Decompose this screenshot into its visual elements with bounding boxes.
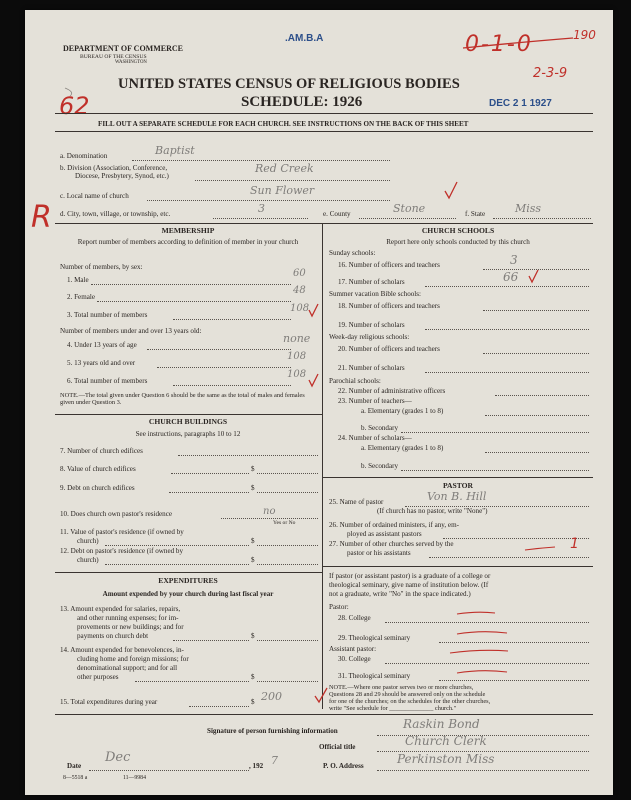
q27-line-1: 27. Number of other churches served by the: [329, 540, 454, 548]
year-label: , 192: [249, 762, 264, 770]
q31-label: 31. Theological seminary: [338, 672, 411, 680]
date-value: Dec: [105, 750, 131, 765]
po-address-label: P. O. Address: [323, 762, 364, 770]
signature-label: Signature of person furnishing information: [207, 727, 338, 735]
by-sex-label: Number of members, by sex:: [60, 263, 143, 271]
q13-line-3: provements or new buildings; and for: [77, 623, 184, 631]
q20-label: 20. Number of officers and teachers: [338, 345, 440, 353]
form-subtitle: SCHEDULE: 1926: [241, 94, 363, 110]
yes-no-hint: Yes or No: [273, 520, 296, 526]
vacation-label: Summer vacation Bible schools:: [329, 290, 422, 298]
red-check-marks: [25, 10, 613, 795]
pastor-footnote-4: write "See schedule for ______________ church.": [329, 705, 457, 712]
weekday-label: Week-day religious schools:: [329, 333, 410, 341]
q25-value: Von B. Hill: [427, 490, 487, 503]
sunday-label: Sunday schools:: [329, 249, 376, 257]
q23-label: 23. Number of teachers—: [338, 397, 412, 405]
check-q15: [315, 688, 327, 702]
q10-label: 10. Does church own pastor's residence: [60, 510, 172, 518]
denomination-value: Baptist: [155, 144, 195, 157]
q11-dollar: $: [251, 537, 255, 545]
q11-label-2: church): [77, 537, 99, 545]
q6-label: 6. Total number of members: [67, 377, 148, 385]
pastor-footnote-3: for one of the churches; on the schedules for the other churches,: [329, 698, 491, 705]
parochial-label: Parochial schools:: [329, 377, 381, 385]
year-value: 7: [271, 754, 278, 767]
division-label-1: b. Division (Association, Conference,: [60, 164, 168, 172]
q24-label: 24. Number of scholars—: [338, 434, 412, 442]
q26-line-1: 26. Number of ordained ministers, if any, em-: [329, 521, 459, 529]
q25-label: 25. Name of pastor: [329, 498, 384, 506]
denomination-label: a. Denomination: [60, 152, 108, 160]
schools-intro: Report here only schools conducted by this church: [386, 238, 530, 246]
q27-value: 1: [570, 536, 579, 552]
q24a-label: a. Elementary (grades 1 to 8): [361, 444, 444, 452]
schools-heading: CHURCH SCHOOLS: [421, 226, 495, 235]
local-name-value: Sun Flower: [250, 184, 315, 197]
q7-label: 7. Number of church edifices: [60, 447, 143, 455]
strike-q31: [457, 671, 507, 673]
q14-line-4: other purposes: [77, 673, 119, 681]
red-date: 2-3-9: [533, 66, 568, 81]
q6-value: 108: [287, 369, 307, 380]
q29-label: 29. Theological seminary: [338, 634, 411, 642]
red-top-code: 0-1-0: [465, 32, 533, 57]
grad-note-3: not a graduate, write "No" in the space indicated.): [329, 590, 471, 598]
q21-label: 21. Number of scholars: [338, 364, 405, 372]
membership-note: NOTE.—The total given under Question 6 should be the same as the total of males and females given under Question 3.: [60, 392, 305, 407]
date-received-stamp: DEC 2 1 1927: [489, 98, 552, 109]
q24b-label: b. Secondary: [361, 462, 399, 470]
q23b-label: b. Secondary: [361, 424, 399, 432]
q3-label: 3. Total number of members: [67, 311, 148, 319]
signature-value: Raskin Bond: [403, 717, 480, 731]
stamp-code: .AM.B.A: [285, 33, 324, 44]
pencil-mark: [65, 88, 72, 96]
q22-label: 22. Number of administrative officers: [338, 387, 446, 395]
red-letter-r: R: [31, 200, 52, 235]
q27-line-2: pastor or his assistants: [347, 549, 411, 557]
official-title-value: Church Clerk: [405, 734, 487, 748]
q14-line-2: cluding home and foreign missions; for: [77, 655, 189, 663]
age-label: Number of members under and over 13 years old:: [60, 327, 202, 335]
county-value: Stone: [393, 202, 426, 215]
form-title: UNITED STATES CENSUS OF RELIGIOUS BODIES: [118, 76, 460, 92]
q26-line-2: ployed as assistant pastors: [347, 530, 422, 538]
q2-label: 2. Female: [67, 293, 95, 301]
dept-label: DEPARTMENT OF COMMERCE: [63, 44, 184, 53]
q16-label: 16. Number of officers and teachers: [338, 261, 440, 269]
division-value: Red Creek: [255, 162, 314, 175]
q14-line-3: denominational support; and for all: [77, 664, 178, 672]
q15-label: 15. Total expenditures during year: [60, 698, 158, 706]
expenditures-intro: Amount expended by your church during last fiscal year: [102, 590, 274, 598]
pastor-footnote-1: NOTE.—Where one pastor serves two or more churches,: [329, 684, 474, 691]
q4-label: 4. Under 13 years of age: [67, 341, 137, 349]
q9-label: 9. Debt on church edifices: [60, 484, 135, 492]
membership-heading: MEMBERSHIP: [161, 226, 215, 235]
q15-value: 200: [261, 690, 282, 703]
q5-value: 108: [287, 351, 307, 362]
q30-label: 30. College: [338, 655, 371, 663]
q13-dollar: $: [251, 632, 255, 640]
q17-value: 66: [503, 270, 519, 284]
pastor-heading: PASTOR: [442, 481, 474, 490]
buildings-intro: See instructions, paragraphs 10 to 12: [135, 430, 241, 438]
q1-label: 1. Male: [67, 276, 89, 284]
q10-value: no: [263, 506, 276, 517]
city-label-field: d. City, town, village, or township, etc.: [60, 210, 171, 218]
q13-line-4: payments on church debt: [77, 632, 149, 640]
q5-label: 5. 13 years old and over: [67, 359, 136, 367]
q15-dollar: $: [251, 698, 255, 706]
q12-dollar: $: [251, 556, 255, 564]
division-label-2: Diocese, Presbytery, Synod, etc.): [75, 172, 169, 180]
strike-q30: [450, 650, 508, 653]
q3-value: 108: [290, 303, 310, 314]
assistant-sub-label: Assistant pastor:: [329, 645, 377, 653]
q12-label-2: church): [77, 556, 99, 564]
strike-q27: [525, 547, 555, 550]
q14-dollar: $: [251, 673, 255, 681]
print-number: 11—9984: [123, 775, 146, 781]
state-value: Miss: [515, 202, 542, 215]
q12-label-1: 12. Debt on pastor's residence (if owned by: [60, 547, 184, 555]
check-county: [445, 182, 457, 198]
po-address-value: Perkinston Miss: [397, 752, 495, 766]
county-label: e. County: [323, 210, 351, 218]
q13-line-2: and other running expenses; for im-: [77, 614, 179, 622]
q13-line-1: 13. Amount expended for salaries, repairs,: [60, 605, 181, 613]
q17-label: 17. Number of scholars: [338, 278, 405, 286]
q16-value: 3: [510, 253, 518, 267]
q1-value: 60: [293, 268, 306, 279]
state-label: f. State: [465, 210, 486, 218]
grad-note-1: If pastor (or assistant pastor) is a graduate of a college or: [329, 572, 491, 580]
q8-label: 8. Value of church edifices: [60, 465, 136, 473]
grad-note-2: theological seminary, give name of institution below. (If: [329, 581, 489, 589]
q25-note: (If church has no pastor, write "None"): [377, 507, 488, 515]
q23a-label: a. Elementary (grades 1 to 8): [361, 407, 444, 415]
pastor-sub-label: Pastor:: [329, 603, 349, 611]
q19-label: 19. Number of scholars: [338, 321, 405, 329]
official-title-label: Official title: [319, 743, 356, 751]
check-q17: [529, 270, 538, 282]
expenditures-heading: EXPENDITURES: [158, 576, 218, 585]
census-schedule-page: [25, 10, 613, 795]
local-name-label: c. Local name of church: [60, 192, 129, 200]
city-label: WASHINGTON: [115, 60, 147, 65]
bureau-label: BUREAU OF THE CENSUS: [80, 54, 147, 60]
q28-label: 28. College: [338, 614, 371, 622]
q9-dollar: $: [251, 484, 255, 492]
form-number: 8—5518 a: [63, 775, 88, 781]
q2-value: 48: [293, 285, 306, 296]
check-q3: [309, 304, 318, 316]
membership-intro: Report number of members according to definition of member in your church: [77, 238, 299, 246]
q4-value: none: [283, 332, 311, 345]
pastor-footnote-2: Questions 28 and 29 should be answered only on the schedule: [329, 691, 486, 698]
red-number-62: 62: [59, 92, 90, 120]
q18-label: 18. Number of officers and teachers: [338, 302, 440, 310]
buildings-heading: CHURCH BUILDINGS: [148, 417, 228, 426]
q11-label-1: 11. Value of pastor's residence (if owned by: [60, 528, 184, 536]
strike-q29: [457, 632, 507, 634]
strike-top-code: [463, 38, 573, 48]
city-value: 3: [258, 202, 265, 215]
instruction-line: FILL OUT A SEPARATE SCHEDULE FOR EACH CHURCH. SEE INSTRUCTIONS ON THE BACK OF THIS SHEET: [98, 120, 469, 128]
red-190: 190: [573, 28, 596, 42]
strike-q28: [457, 612, 495, 614]
date-label: Date: [67, 762, 82, 770]
check-q6: [309, 374, 318, 386]
q14-line-1: 14. Amount expended for benevolences, in-: [60, 646, 184, 654]
q8-dollar: $: [251, 465, 255, 473]
